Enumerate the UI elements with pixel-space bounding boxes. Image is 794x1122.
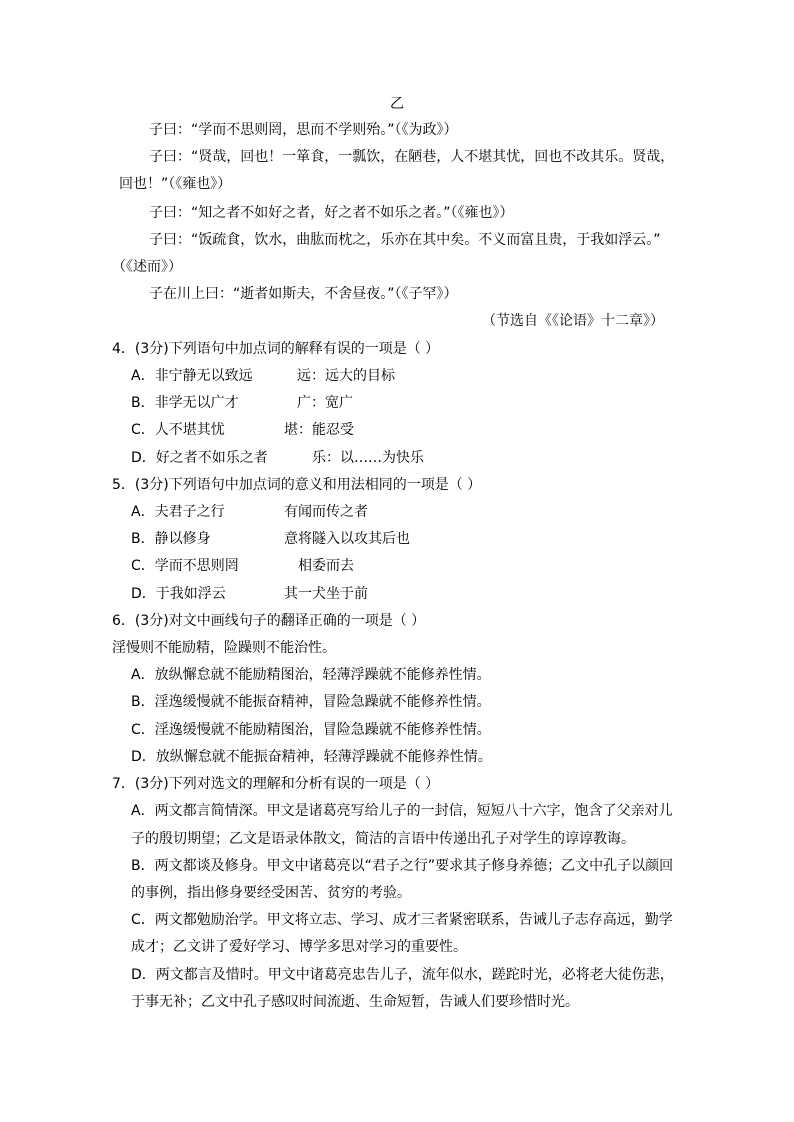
q7-option-c-line1: C．两文都勉励治学。甲文将立志、学习、成才三者紧密联系，告诫儿子志存高远，勤学 <box>131 912 673 928</box>
q4-option-c-gloss: 堪：能忍受 <box>284 422 354 438</box>
question-4-stem: 4．(3分)下列语句中加点词的解释有误的一项是（ ） <box>112 341 440 357</box>
passage-line: 子曰：“学而不思则罔，思而不学则殆。”（《为政》） <box>149 122 458 138</box>
q7-option-a-line1: A．两文都言简情深。甲文是诸葛亮写给儿子的一封信，短短八十六字，饱含了父亲对儿 <box>131 803 673 819</box>
question-5-stem: 5．(3分)下列语句中加点词的意义和用法相同的一项是（ ） <box>112 477 482 493</box>
q7-option-a-line2: 子的殷切期望；乙文是语录体散文，简洁的言语中传递出孔子对学生的谆谆教诲。 <box>131 831 635 847</box>
q6-option-c: C．淫逸缓慢就不能励精图治，冒险急躁就不能修养性情。 <box>131 722 491 738</box>
q6-sentence: 淫慢则不能励精，险躁则不能治性。 <box>112 640 336 656</box>
passage-line: 子曰：“贤哉，回也！一箪食，一瓢饮，在陋巷，人不堪其忧，回也不改其乐。贤哉， <box>149 149 675 165</box>
passage-heading: 乙 <box>390 96 404 112</box>
q5-option-d: D．于我如浮云 <box>131 586 226 602</box>
passage-source: （节选自《《论语》十二章》） <box>482 313 664 329</box>
q5-option-b: B．静以修身 <box>131 531 211 547</box>
question-7-stem: 7．(3分)下列对选文的理解和分析有误的一项是（ ） <box>112 776 440 792</box>
q5-option-d-gloss: 其一犬坐于前 <box>284 586 368 602</box>
q7-option-d-line1: D．两文都言及惜时。甲文中诸葛亮忠告儿子，流年似水，蹉跎时光，必将老大徒伤悲， <box>131 967 674 983</box>
q4-option-d-gloss: 乐：以……为快乐 <box>312 450 424 466</box>
passage-line: 子曰：“饭疏食，饮水，曲肱而枕之，乐亦在其中矣。不义而富且贵，于我如浮云。” <box>149 232 661 248</box>
q5-option-b-gloss: 意将隧入以攻其后也 <box>284 531 410 547</box>
q6-option-d: D．放纵懈怠就不能振奋精神，轻薄浮躁就不能修养性情。 <box>131 749 492 765</box>
q4-option-a: A．非宁静无以致远 <box>131 368 253 384</box>
passage-line: 子曰：“知之者不如好之者，好之者不如乐之者。”（《雍也》） <box>149 205 514 221</box>
q5-option-c-gloss: 相委而去 <box>298 558 354 574</box>
q6-option-a: A．放纵懈怠就不能励精图治，轻薄浮躁就不能修养性情。 <box>131 667 491 683</box>
q4-option-d: D．好之者不如乐之者 <box>131 450 268 466</box>
q5-option-a: A．夫君子之行 <box>131 504 225 520</box>
q4-option-b-gloss: 广：宽广 <box>297 395 353 411</box>
q4-option-a-gloss: 远：远大的目标 <box>297 368 395 384</box>
q6-option-b: B．淫逸缓慢就不能振奋精神，冒险急躁就不能修养性情。 <box>131 694 491 710</box>
passage-line: （《述而》） <box>112 259 182 275</box>
question-6-stem: 6．(3分)对文中画线句子的翻译正确的一项是（ ） <box>112 613 426 629</box>
q7-option-b-line2: 的事例，指出修身要经受困苦、贫穷的考验。 <box>131 885 411 901</box>
passage-line: 回也！”（《雍也》） <box>119 176 232 192</box>
q7-option-d-line2: 于事无补；乙文中孔子感叹时间流逝、生命短暂，告诫人们要珍惜时光。 <box>131 994 579 1010</box>
q4-option-c: C．人不堪其忧 <box>131 422 225 438</box>
q7-option-b-line1: B．两文都谈及修身。甲文中诸葛亮以“君子之行”要求其子修身养德；乙文中孔子以颜回 <box>131 858 674 874</box>
passage-line: 子在川上曰：“逝者如斯夫，不舍昼夜。”（《子罕》） <box>149 286 458 302</box>
q7-option-c-line2: 成才；乙文讲了爱好学习、博学多思对学习的重要性。 <box>131 939 467 955</box>
q5-option-a-gloss: 有闻而传之者 <box>284 504 368 520</box>
q4-option-b: B．非学无以广才 <box>131 395 239 411</box>
q5-option-c: C．学而不思则罔 <box>131 558 239 574</box>
